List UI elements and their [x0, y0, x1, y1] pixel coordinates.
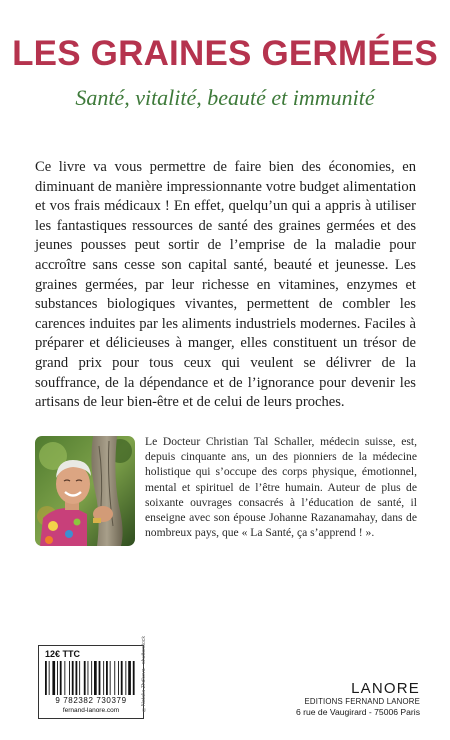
price-label: 12€ TTC	[45, 649, 81, 659]
publisher-block	[240, 680, 420, 718]
barcode-block	[38, 645, 144, 719]
publisher-name: EDITIONS FERNAND LANORE	[304, 697, 420, 706]
publisher-logo: LANORE	[351, 680, 420, 697]
publisher-address: 6 rue de Vaugirard - 75006 Paris	[295, 707, 420, 717]
barcode-icon	[45, 661, 137, 695]
back-cover-description: Ce livre va vous permettre de faire bien des économies, en diminuant de manière impressionnante votre budget alimentation et vos frais médicaux ! En effet, quelqu’un qui a appris à utiliser les fantastiques ressources de santé des graines germées et des jeunes pousses peut sortir de l’emprise de la maladie pour accroître sans cesse son capital santé, beauté et jeunesse. Les graines germées, par leur richesse en vitamines, enzymes et substances biologiques vivantes, permettent de combler les carences induites par les aliments industriels modernes. Faciles à préparer et délicieuses à manger, elles constituent un trésor de grand prix pour tous ceux qui veulent se délivrer de la souffrance, de la dépendance et de l’ignorance pour devenir les artisans de leur bien-être et de celui de leurs proches.	[35, 159, 416, 411]
author-bio: Le Docteur Christian Tal Schaller, médecin suisse, est, depuis cinquante ans, un des pionniers de la médecine holistique qui s’occupe des corps physique, émotionnel, mental et spirituel de l’être humain. Auteur de plus de soixante ouvrages consacrés à l’éducation de santé, il enseigne avec son épouse Johanne Razanamahay, dans de nombreux pays, que « La Santé, ça s’apprend ! ».	[145, 435, 417, 540]
book-title: LES GRAINES GERMÉES	[12, 34, 438, 73]
publisher-website: fernand-lanore.com	[62, 707, 120, 714]
photo-credit: ©Natalia Zhdkova - shutterstock	[141, 635, 147, 712]
book-subtitle: Santé, vitalité, beauté et immunité	[75, 85, 375, 110]
isbn-number: 9 782382 730379	[55, 696, 127, 705]
author-portrait-image	[35, 436, 135, 546]
author-photo	[35, 436, 135, 546]
